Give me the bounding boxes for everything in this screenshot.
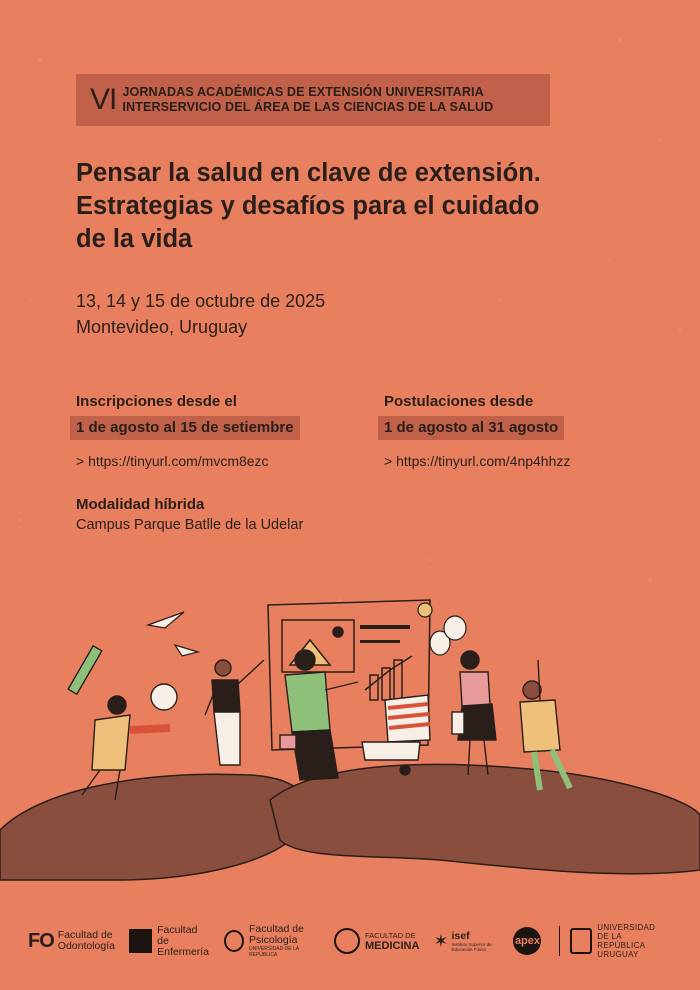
odontologia-line-1: Facultad de	[57, 929, 113, 941]
title-line-2: Estrategias y desafíos para el cuidado	[76, 192, 540, 220]
applications-link[interactable]: > https://tinyurl.com/4np4hhzz	[384, 453, 571, 469]
apex-icon: apex	[513, 927, 541, 955]
date-location	[76, 288, 325, 340]
udelar-crest-icon	[570, 928, 592, 954]
odontologia-line-2: Odontología	[57, 940, 115, 952]
logo-isef	[433, 931, 499, 952]
enfermeria-line-2: Enfermería	[157, 945, 210, 958]
psicologia-icon	[224, 930, 244, 952]
paper-plane-1	[148, 612, 184, 628]
psicologia-line-3: UNIVERSIDAD DE LA REPÚBLICA	[249, 946, 299, 958]
paper-plane-2	[175, 645, 198, 656]
applications-period: 1 de agosto al 31 agosto	[378, 416, 564, 440]
medicina-line-2: MEDICINA	[365, 940, 420, 952]
modality-heading: Modalidad híbrida	[76, 496, 205, 513]
logo-separator	[559, 926, 560, 956]
logo-apex	[513, 927, 545, 955]
ground-right	[270, 764, 700, 873]
psicologia-line-1: Facultad de	[249, 923, 304, 935]
udelar-line-1: UNIVERSIDAD	[597, 923, 656, 932]
partner-logos	[28, 918, 678, 964]
logo-enfermeria	[129, 925, 210, 958]
logo-udelar	[570, 923, 664, 959]
series-line-2: INTERSERVICIO DEL ÁREA DE LAS CIENCIAS DE LA SALUD	[122, 100, 494, 114]
isef-line-1: isef	[451, 929, 470, 942]
registrations-period: 1 de agosto al 15 de setiembre	[70, 416, 300, 440]
header-band	[76, 74, 550, 126]
enfermeria-icon	[129, 929, 152, 953]
lightbulb-top	[418, 603, 432, 617]
registrations-heading: Inscripciones desde el	[76, 393, 237, 410]
person-pink	[452, 651, 496, 775]
applications-block	[384, 392, 570, 470]
isef-line-2: Instituto Superior de Educación Física	[451, 941, 492, 952]
speech-bubble-2	[444, 616, 466, 640]
modality-block	[76, 495, 303, 535]
person-waving	[205, 660, 264, 765]
event-dates: 13, 14 y 15 de octubre de 2025	[76, 291, 326, 311]
medicina-seal-icon	[334, 928, 360, 954]
applications-heading: Postulaciones desde	[384, 393, 534, 410]
logo-medicina	[334, 928, 419, 954]
main-title	[76, 157, 636, 256]
registrations-link[interactable]: > https://tinyurl.com/mvcm8ezc	[76, 453, 269, 469]
modality-place: Campus Parque Batlle de la Udelar	[76, 517, 304, 533]
udelar-line-3: URUGUAY	[597, 950, 639, 959]
ground-left	[0, 774, 308, 880]
title-line-3: de la vida	[76, 225, 193, 253]
isef-figure-icon: ✶	[433, 930, 449, 951]
illustration	[0, 580, 700, 910]
event-series-title	[122, 85, 493, 115]
medicina-line-1: FACULTAD DE	[365, 931, 416, 940]
fo-logo-mark: FO	[28, 929, 54, 952]
edition-number: VI	[90, 83, 117, 116]
enfermeria-line-1: Facultad de	[157, 923, 198, 947]
psicologia-line-2: Psicología	[249, 934, 298, 946]
event-location: Montevideo, Uruguay	[76, 317, 248, 337]
registrations-block	[76, 392, 300, 470]
logo-psicologia	[224, 924, 320, 958]
udelar-line-2: DE LA REPÚBLICA	[597, 932, 646, 950]
series-line-1: JORNADAS ACADÉMICAS DE EXTENSIÓN UNIVERSITARIA	[122, 85, 484, 99]
title-line-1: Pensar la salud en clave de extensión.	[76, 159, 541, 187]
logo-odontologia	[28, 930, 115, 953]
